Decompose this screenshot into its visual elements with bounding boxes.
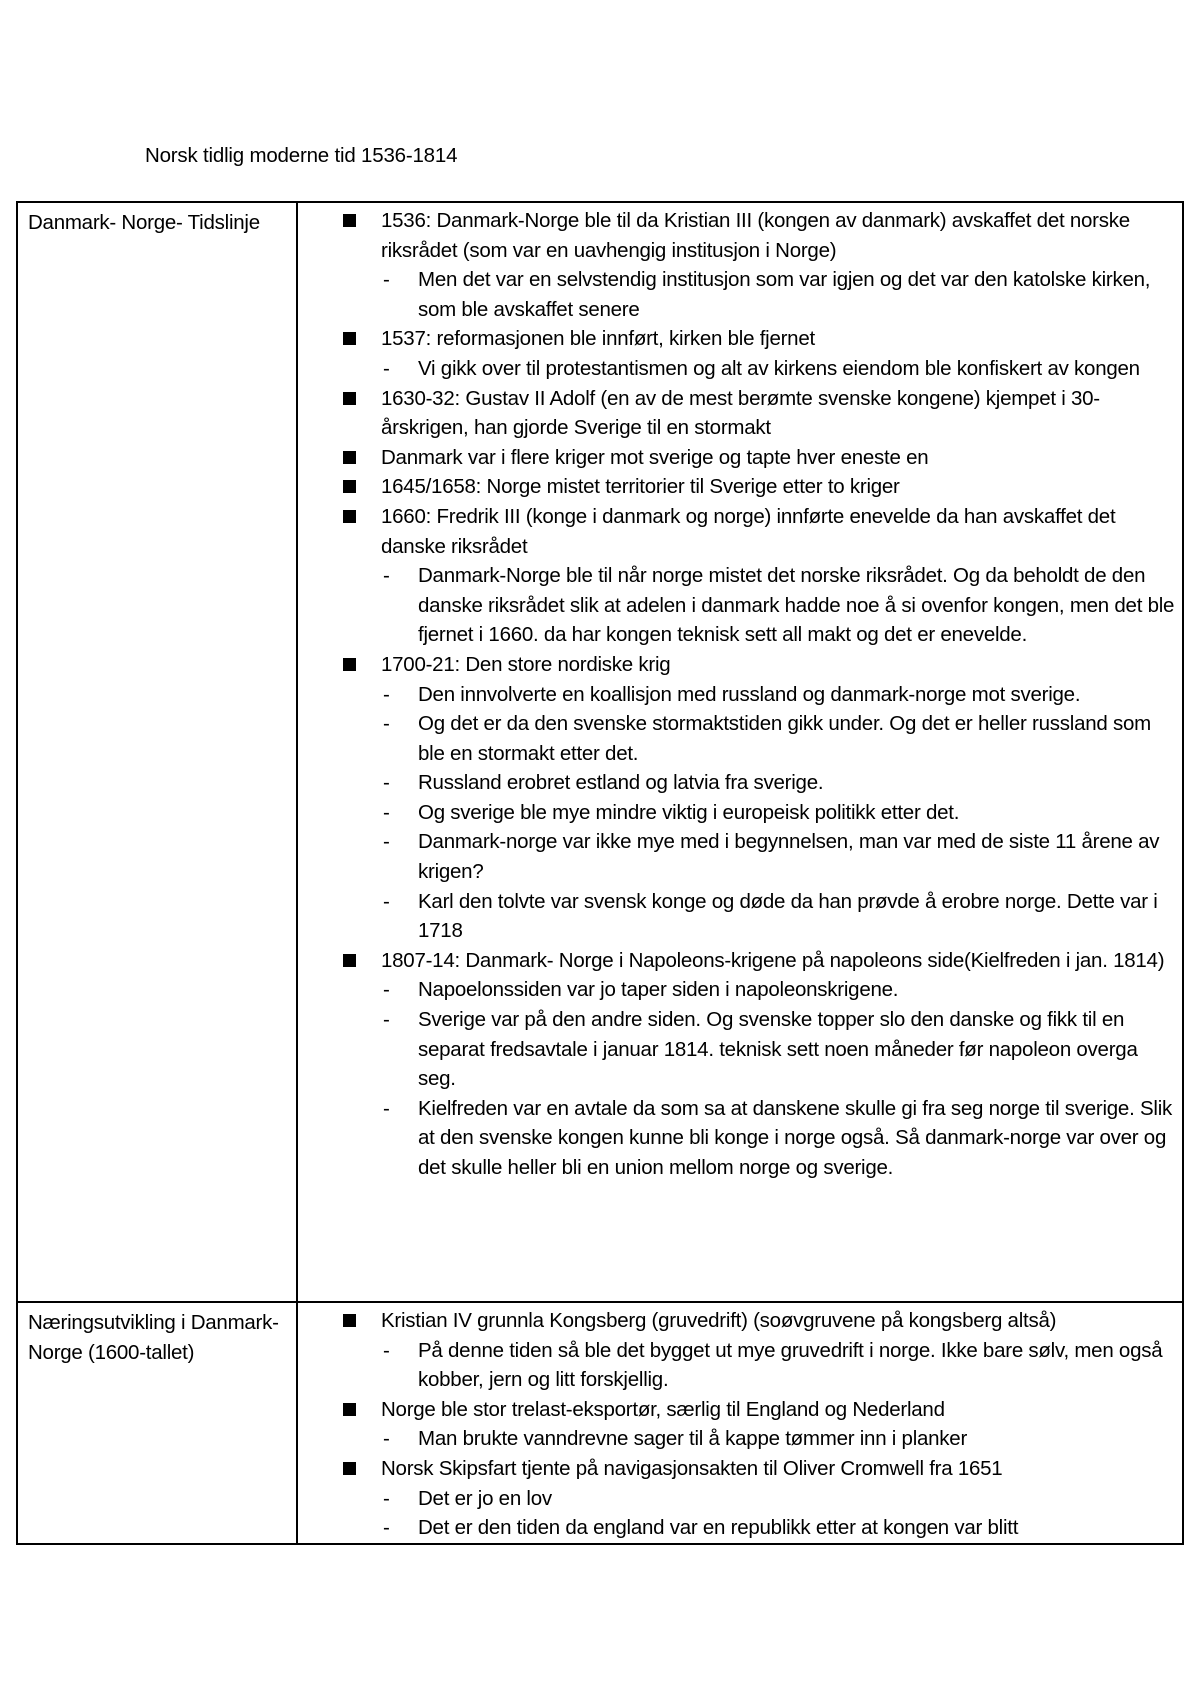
sub-text: Det er den tiden da england var en republikk etter at kongen var blitt xyxy=(418,1516,1019,1540)
dash-icon: - xyxy=(383,771,390,795)
sub-text: Vi gikk over til protestantismen og alt av kirkens eiendom ble konfiskert av kongen xyxy=(418,356,1140,380)
sub-list xyxy=(381,265,1176,324)
dash-icon: - xyxy=(383,564,390,588)
sub-item xyxy=(381,561,1176,650)
bullet-item xyxy=(298,502,1176,650)
sub-item xyxy=(381,1424,1176,1454)
bullet-item xyxy=(298,1306,1176,1395)
square-bullet-icon xyxy=(343,510,356,523)
sub-text: Og sverige ble mye mindre viktig i europeisk politikk etter det. xyxy=(418,800,960,824)
bullet-text: 1630-32: Gustav II Adolf (en av de mest berømte svenske kongene) kjempet i 30-årskrigen, han gjorde Sverige til en stormakt xyxy=(381,386,1100,440)
sub-item xyxy=(381,1484,1176,1514)
square-bullet-icon xyxy=(343,1314,356,1327)
sub-item xyxy=(381,680,1176,710)
row-content-cell xyxy=(297,202,1183,1302)
notes-table xyxy=(16,201,1184,1545)
bullet-text: Kristian IV grunnla Kongsberg (gruvedrift) (soøvgruvene på kongsberg altså) xyxy=(381,1309,1057,1332)
dash-icon: - xyxy=(383,889,390,913)
bullet-text: 1537: reformasjonen ble innført, kirken ble fjernet xyxy=(381,327,815,351)
bullet-item xyxy=(298,443,1176,473)
bullet-text: Norge ble stor trelast-eksportør, særlig til England og Nederland xyxy=(381,1397,945,1421)
square-bullet-icon xyxy=(343,1403,356,1416)
sub-list xyxy=(381,561,1176,650)
dash-icon: - xyxy=(383,1486,390,1510)
sub-text: Den innvolverte en koallisjon med russland og danmark-norge mot sverige. xyxy=(418,682,1081,706)
square-bullet-icon xyxy=(343,392,356,405)
sub-list xyxy=(381,680,1176,946)
dash-icon: - xyxy=(383,712,390,736)
bullet-item xyxy=(298,206,1176,324)
square-bullet-icon xyxy=(343,451,356,464)
bullet-text: 1645/1658: Norge mistet territorier til Sverige etter to kriger xyxy=(381,475,900,499)
sub-text: Napoelonssiden var jo taper siden i napoleonskrigene. xyxy=(418,978,899,1002)
sub-list xyxy=(381,354,1176,384)
sub-item xyxy=(381,798,1176,828)
sub-text: Karl den tolvte var svensk konge og døde da han prøvde å erobre norge. Dette var i 1718 xyxy=(418,889,1158,943)
sub-text: Det er jo en lov xyxy=(418,1486,552,1510)
dash-icon: - xyxy=(383,682,390,706)
sub-list xyxy=(381,975,1176,1182)
table-row-naeringsutvikling xyxy=(17,1302,1183,1544)
row-label-cell: Næringsutvikling i Danmark-Norge (1600-tallet) xyxy=(17,1302,297,1544)
sub-text: Danmark-norge var ikke mye med i begynnelsen, man var med de siste 11 årene av krigen? xyxy=(418,830,1160,884)
dash-icon: - xyxy=(383,1338,390,1362)
sub-item xyxy=(381,827,1176,886)
bullet-list xyxy=(298,206,1176,1183)
sub-item xyxy=(381,975,1176,1005)
sub-text: Men det var en selvstendig institusjon som var igjen og det var den katolske kirken, som ble avskaffet senere xyxy=(418,268,1151,321)
bullet-item xyxy=(298,324,1176,383)
square-bullet-icon xyxy=(343,954,356,967)
sub-list xyxy=(381,1424,1176,1454)
square-bullet-icon xyxy=(343,214,356,227)
bullet-text: Norsk Skipsfart tjente på navigasjonsakten til Oliver Cromwell fra 1651 xyxy=(381,1456,1003,1480)
square-bullet-icon xyxy=(343,1462,356,1475)
bullet-item xyxy=(298,472,1176,502)
sub-text: Sverige var på den andre siden. Og svenske topper slo den danske og fikk til en separat fredsavtale i januar 1814. teknisk sett noen måneder før napoleon overga seg. xyxy=(418,1008,1138,1091)
sub-list xyxy=(381,1336,1176,1395)
sub-item xyxy=(381,1094,1176,1183)
dash-icon: - xyxy=(383,268,390,292)
sub-item xyxy=(381,1005,1176,1094)
sub-text: Og det er da den svenske stormaktstiden gikk under. Og det er heller russland som ble en stormakt etter det. xyxy=(418,712,1151,765)
bullet-text: 1807-14: Danmark- Norge i Napoleons-krigene på napoleons side(Kielfreden i jan. 1814) xyxy=(381,948,1165,972)
square-bullet-icon xyxy=(343,658,356,671)
dash-icon: - xyxy=(383,356,390,380)
sub-text: Kielfreden var en avtale da som sa at danskene skulle gi fra seg norge til sverige. Slik at den svenske kongen kunne bli konge i norge også. Så danmark-norge var over og det skulle heller bli en union mellom norge og sverige. xyxy=(418,1096,1172,1179)
bullet-list xyxy=(298,1306,1176,1543)
bullet-text: 1660: Fredrik III (konge i danmark og norge) innførte enevelde da han avskaffet det danske riksrådet xyxy=(381,504,1116,558)
square-bullet-icon xyxy=(343,480,356,493)
bullet-text: 1536: Danmark-Norge ble til da Kristian III (kongen av danmark) avskaffet det norske riksrådet (som var en uavhengig institusjon i Norge) xyxy=(381,209,1130,262)
dash-icon: - xyxy=(383,1096,390,1120)
square-bullet-icon xyxy=(343,332,356,345)
bullet-item xyxy=(298,1454,1176,1543)
sub-list xyxy=(381,1484,1176,1543)
sub-item xyxy=(381,768,1176,798)
bullet-item xyxy=(298,650,1176,946)
dash-icon: - xyxy=(383,800,390,824)
sub-text: Man brukte vanndrevne sager til å kappe tømmer inn i planker xyxy=(418,1427,968,1451)
dash-icon: - xyxy=(383,1008,390,1032)
sub-text: Danmark-Norge ble til når norge mistet det norske riksrådet. Og da beholdt de den danske riksrådet slik at adelen i danmark hadde noe å si ovenfor kongen, men det ble fjernet i 1660. da har kongen teknisk sett all makt og det er enevelde. xyxy=(418,564,1175,647)
bullet-item xyxy=(298,384,1176,443)
sub-item xyxy=(381,1336,1176,1395)
bullet-text: Danmark var i flere kriger mot sverige og tapte hver eneste en xyxy=(381,445,929,469)
sub-item xyxy=(381,887,1176,946)
dash-icon: - xyxy=(383,1516,390,1540)
dash-icon: - xyxy=(383,1427,390,1451)
sub-item xyxy=(381,354,1176,384)
sub-item xyxy=(381,709,1176,768)
dash-icon: - xyxy=(383,978,390,1002)
bullet-item xyxy=(298,1395,1176,1454)
sub-item xyxy=(381,265,1176,324)
sub-item xyxy=(381,1513,1176,1543)
bullet-item xyxy=(298,946,1176,1183)
row-label-cell: Danmark- Norge- Tidslinje xyxy=(17,202,297,1302)
table-row-tidslinje xyxy=(17,202,1183,1302)
sub-text: På denne tiden så ble det bygget ut mye gruvedrift i norge. Ikke bare sølv, men også kobber, jern og litt forskjellig. xyxy=(418,1338,1163,1392)
page-title: Norsk tidlig moderne tid 1536-1814 xyxy=(145,144,458,167)
dash-icon: - xyxy=(383,830,390,854)
sub-text: Russland erobret estland og latvia fra sverige. xyxy=(418,771,824,795)
row-content-cell xyxy=(297,1302,1183,1544)
bullet-text: 1700-21: Den store nordiske krig xyxy=(381,652,671,676)
